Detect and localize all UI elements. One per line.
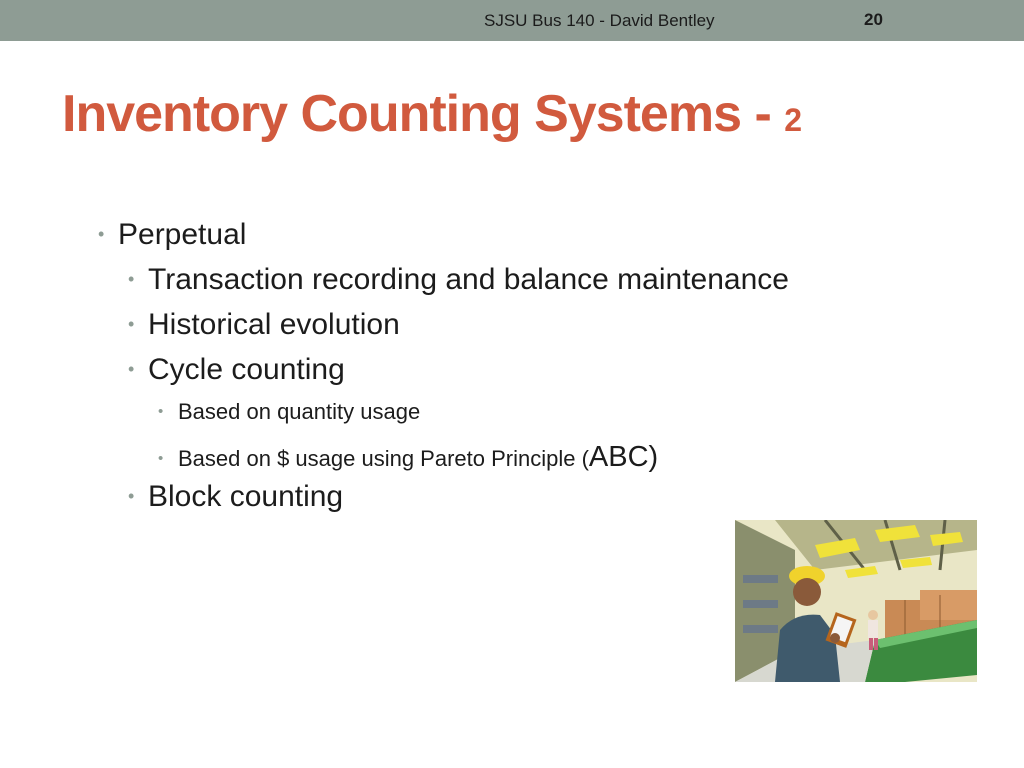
list-item [128, 480, 343, 514]
list-item [128, 308, 400, 342]
list-item-text: Based on quantity usage [178, 399, 421, 424]
page-number: 20 [864, 10, 883, 29]
bullet-dot-icon: • [128, 359, 135, 379]
footer-text: SJSU Bus 140 - David Bentley [484, 11, 715, 30]
list-item [128, 263, 789, 297]
list-item-text: Cycle counting [148, 353, 345, 386]
list-item [98, 218, 246, 252]
list-item-text: Transaction recording and balance maintenance [148, 263, 789, 296]
bullet-dot-icon: • [98, 224, 105, 244]
bullet-dot-icon: • [128, 269, 135, 289]
bullet-dot-icon: • [128, 486, 135, 506]
bullet-dot-icon: • [158, 403, 164, 420]
list-item-text: Perpetual [118, 218, 247, 251]
list-item-text: Block counting [148, 480, 344, 513]
slide-title [62, 84, 802, 144]
bullet-dot-icon: • [128, 314, 135, 334]
list-item-text: Historical evolution [148, 308, 400, 341]
list-item-text: Based on $ usage using Pareto Principle ( [178, 446, 589, 471]
slide-title-text: Inventory Counting Systems - [62, 85, 785, 143]
warehouse-worker-image [735, 520, 977, 682]
list-item [158, 399, 420, 425]
header-bar [0, 0, 1024, 41]
list-item [128, 353, 345, 387]
list-item-text-abc: ABC) [588, 441, 659, 473]
bullet-dot-icon: • [158, 450, 164, 467]
slide-title-number: 2 [784, 102, 803, 138]
list-item [158, 441, 658, 474]
